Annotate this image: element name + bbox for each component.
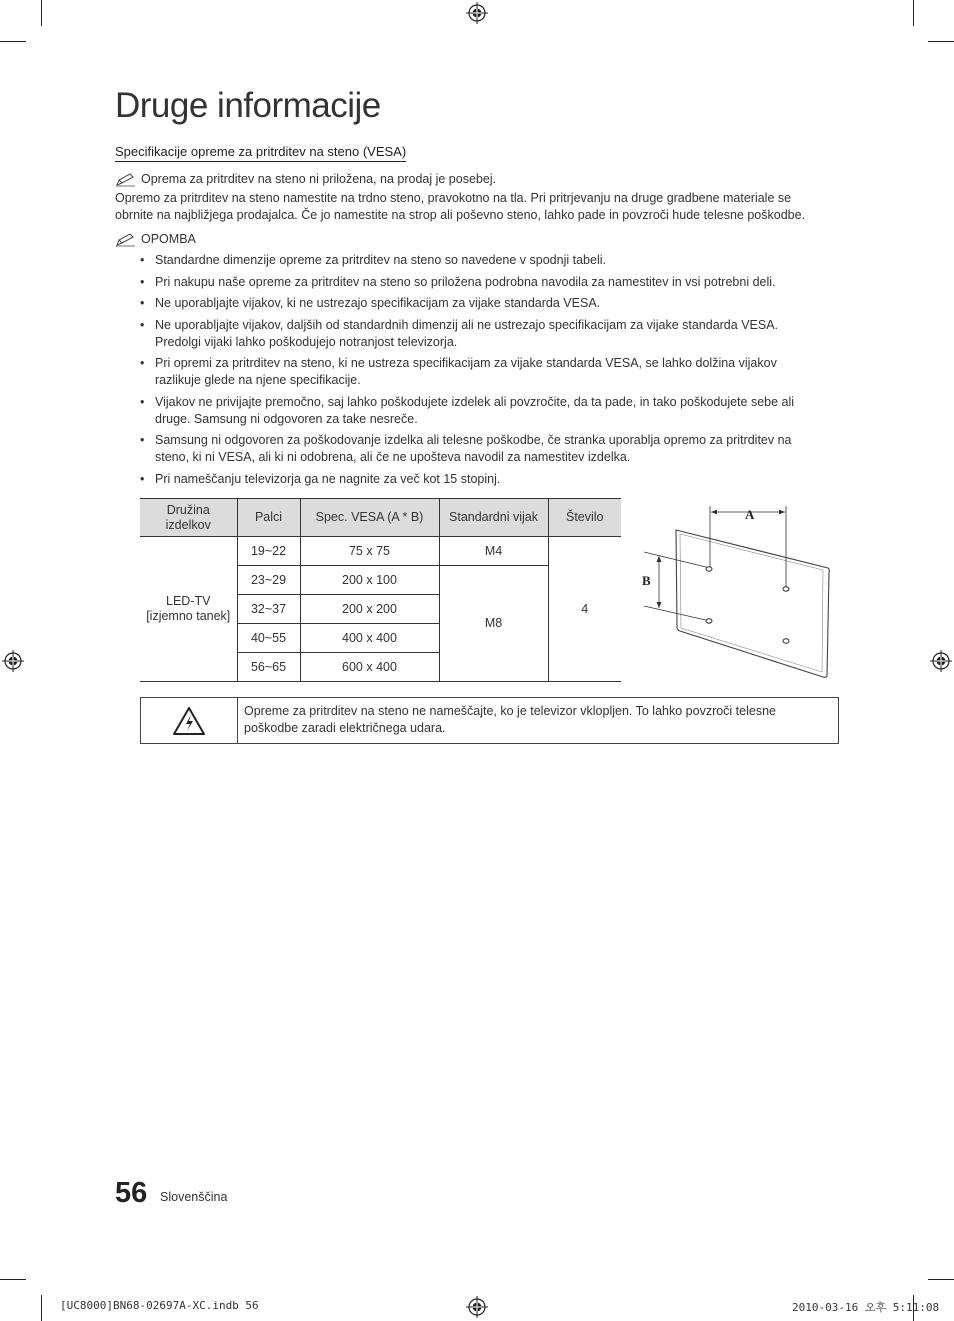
screw-hole	[706, 619, 712, 623]
list-item	[140, 432, 840, 466]
crop-mark	[913, 0, 914, 26]
list-item-text: • Ne uporabljajte vijakov, ki ne ustrezajo specifikacijam za vijake standarda VESA.	[155, 296, 601, 310]
warning-text	[244, 703, 824, 737]
screw-hole	[706, 567, 712, 571]
list-item-text: • Pri nameščanju televizorja ga ne nagnite za več kot 15 stopinj.	[155, 471, 501, 486]
vesa-spec-table	[140, 498, 621, 682]
tv-mount-diagram	[640, 500, 835, 682]
list-item	[140, 295, 840, 312]
screw-hole	[783, 587, 789, 591]
vesa-cell: 600 x 400	[300, 653, 439, 682]
crop-mark	[0, 1279, 26, 1280]
page-title: Druge informacije	[115, 86, 381, 125]
list-item-text: razlikuje glede na njene specifikacije.	[155, 373, 361, 387]
list-item-text: druge. Samsung ni odgovoren za take nesreče.	[155, 411, 418, 426]
registration-mark-icon	[2, 650, 24, 672]
list-item-text: • Ne uporabljajte vijakov, daljših od standardnih dimenzij ali ne ustrezajo specifikacijam za vijake standarda VESA.	[155, 317, 779, 332]
col-header-qty: Število	[548, 499, 621, 537]
crop-mark	[41, 0, 42, 26]
paragraph-line: obrnite na najbližjega prodajalca. Če jo namestite na strop ali poševno steno, lahko pade in povzroči hude telesne poškodbe.	[115, 208, 806, 222]
bullet-list	[140, 252, 840, 492]
list-item-text: • Samsung ni odgovoren za poškodovanje izdelka ali telesne poškodbe, če stranka uporablja opremo za pritrditev na	[155, 433, 792, 447]
list-item-text: • Vijakov ne privijajte premočno, saj lahko poškodujete izdelek ali povzročite, da ta pade, in tako poškodujete sebe ali	[155, 394, 795, 409]
inches-cell: 40~55	[237, 624, 300, 653]
vesa-cell: 400 x 400	[300, 624, 439, 653]
screw-cell: M4	[439, 537, 548, 566]
inches-cell: 23~29	[237, 566, 300, 595]
list-item-text: • Pri nakupu naše opreme za pritrditev na steno so priložena podrobna navodila za namestitev in vsi potrebni deli.	[155, 274, 776, 289]
section-heading: Specifikacije opreme za pritrditev na steno (VESA)	[115, 144, 406, 162]
paragraph-line: Opremo za pritrditev na steno namestite na trdno steno, pravokotno na tla. Pri pritrjevanju na druge gradbene materiale se	[115, 191, 792, 205]
language-label: Slovenščina	[160, 1190, 228, 1204]
screw-cell: M8	[439, 566, 548, 682]
inches-cell: 56~65	[237, 653, 300, 682]
screw-hole	[783, 639, 789, 643]
col-header-inches: Palci	[237, 499, 300, 537]
col-header-screw: Standardni vijak	[439, 499, 548, 537]
col-header-vesa: Spec. VESA (A * B)	[300, 499, 439, 537]
inches-cell: 19~22	[237, 537, 300, 566]
dimension-label-b: B	[642, 573, 651, 588]
list-item	[140, 274, 840, 291]
warning-text-line: Opreme za pritrditev na steno ne nameščajte, ko je televizor vklopljen. To lahko povzroči telesne	[244, 704, 776, 718]
qty-cell: 4	[548, 537, 621, 682]
col-header-family: Družina izdelkov	[140, 499, 237, 537]
table-row	[140, 537, 621, 566]
crop-mark	[928, 1279, 954, 1280]
crop-mark	[0, 41, 26, 42]
registration-mark-icon	[930, 650, 952, 672]
list-item	[140, 317, 840, 351]
note-label: OPOMBA	[141, 232, 196, 246]
registration-mark-icon	[466, 1296, 488, 1318]
list-item	[140, 471, 840, 488]
inches-cell: 32~37	[237, 595, 300, 624]
table-header-row	[140, 499, 621, 537]
list-item	[140, 355, 840, 389]
warning-box	[140, 697, 839, 744]
family-cell: LED-TV [izjemno tanek]	[140, 537, 237, 682]
vesa-cell: 75 x 75	[300, 537, 439, 566]
list-item	[140, 252, 840, 269]
list-item-text: Predolgi vijaki lahko poškodujejo notranjost televizorja.	[155, 334, 458, 349]
warning-icon-cell	[141, 698, 238, 743]
list-item	[140, 394, 840, 428]
footer-file-info: [UC8000]BN68-02697A-XC.indb 56	[60, 1299, 259, 1312]
vesa-cell: 200 x 100	[300, 566, 439, 595]
list-item-text: steno, ki ni VESA, ali ki ni odobrena, ali če ne upošteva navodil za namestitev izdelka.	[155, 450, 631, 464]
list-item-text: • Pri opremi za pritrditev na steno, ki ne ustreza specifikacijam za vijake standarda VESA, se lahko dolžina vijakov	[155, 356, 777, 370]
warning-text-line: poškodbe zaradi električnega udara.	[244, 721, 446, 735]
crop-mark	[928, 41, 954, 42]
crop-mark	[41, 1295, 42, 1321]
vesa-cell: 200 x 200	[300, 595, 439, 624]
note-heading	[115, 231, 196, 248]
page-number: 56	[115, 1177, 148, 1209]
pencil-note-icon	[115, 173, 137, 187]
dimension-label-a: A	[745, 507, 755, 522]
pencil-note-icon	[115, 233, 137, 247]
footer-timestamp: 2010-03-16 오후 5:11:08	[792, 1301, 940, 1314]
note-line	[115, 171, 496, 188]
note-text: Oprema za pritrditev na steno ni priložena, na prodaj je posebej.	[141, 172, 497, 186]
paragraph	[115, 190, 835, 224]
electric-shock-warning-icon	[172, 706, 206, 736]
registration-mark-icon	[466, 2, 488, 24]
list-item-text: • Standardne dimenzije opreme za pritrditev na steno so navedene v spodnji tabeli.	[155, 253, 606, 267]
